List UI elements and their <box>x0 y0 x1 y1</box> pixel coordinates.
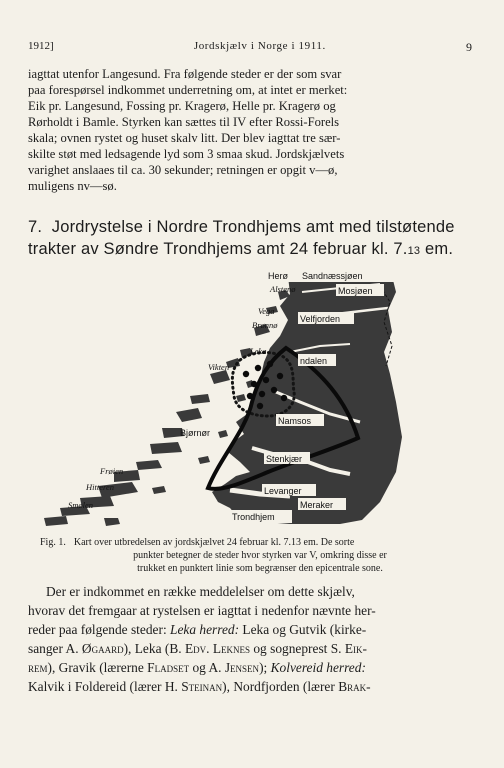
body-line <box>28 677 473 696</box>
body-text: og A. <box>189 660 225 675</box>
intro-line: skala; ovnen rystet og huset skalv litt. Der blev iagttat tre sær- <box>28 131 341 145</box>
body-paragraph <box>28 582 473 696</box>
body-text: Kolvereid herred: <box>270 660 366 675</box>
map-label: Frøien <box>100 466 124 476</box>
map-label: Alstenø <box>270 284 296 294</box>
map-label: Brønnø <box>252 320 278 330</box>
map-label: Smølen <box>68 500 94 510</box>
intro-line: Eik pr. Langesund, Fossing pr. Kragerø, Helle pr. Kragerø og <box>28 99 336 113</box>
body-text: ), Nordfjorden (lærer <box>222 679 339 694</box>
map-svg <box>40 262 450 532</box>
page-number: 9 <box>465 40 472 54</box>
body-text: Fladset <box>147 660 190 675</box>
map-label: Vega <box>258 306 275 316</box>
map-label: Levanger <box>264 486 302 496</box>
header-title: Jordskjælv i Norge i 1911. <box>193 40 326 52</box>
body-text: Leka herred: <box>170 622 240 637</box>
map-label: ndalen <box>300 356 328 366</box>
map-label: Namsos <box>278 416 312 426</box>
caption-line: trukket en punktert linie som begrænser den epicentrale sone. <box>137 563 383 574</box>
body-text: sanger A. <box>28 641 82 656</box>
map-label: Hitteren <box>86 482 115 492</box>
map-label: Trondhjem <box>232 512 275 522</box>
caption-text: Kart over utbredelsen av jordskjælvet 24 februar kl. 7.13 em. De sorte <box>73 537 355 548</box>
figure-caption <box>40 536 460 575</box>
body-text: og sogneprest S. <box>250 641 345 656</box>
body-text: Leka og Gutvik (kirke- <box>239 622 367 637</box>
body-text: reder paa følgende steder: <box>28 622 171 637</box>
body-text: Jensen <box>224 660 260 675</box>
body-text: Brak- <box>338 679 371 694</box>
section-heading-sub: 13 <box>407 245 421 257</box>
body-line <box>28 658 473 677</box>
caption-line: punkter betegner de steder hvor styrken var V, omkring disse er <box>133 550 387 561</box>
map-label: Meraker <box>300 500 334 510</box>
map-label: Sandnæssjøen <box>302 271 363 281</box>
section-heading-line <box>28 238 476 262</box>
body-text: rem <box>28 660 48 675</box>
body-line <box>28 639 473 658</box>
body-text: Kalvik i Foldereid (lærer H. <box>28 679 182 694</box>
intro-line: paa forespørsel indkommet underretning om, at intet er merket: <box>28 83 348 97</box>
body-text: Øgaard <box>81 641 124 656</box>
map-label: Leka <box>250 346 267 356</box>
intro-line: varighet anslaaes til ca. 30 sekunder; retningen er opgit v—ø, <box>28 163 338 177</box>
running-header <box>28 40 472 55</box>
intro-paragraph <box>28 66 473 194</box>
earthquake-map <box>40 262 450 532</box>
map-label: Vikten <box>208 362 230 372</box>
body-text: ); <box>259 660 271 675</box>
body-line <box>28 620 473 639</box>
map-label: Velfjorden <box>300 314 341 324</box>
body-text: Eik- <box>344 641 368 656</box>
section-number: 7. <box>28 218 43 236</box>
section-heading-text: em. <box>420 240 454 258</box>
body-text: Edv. Leknes <box>184 641 251 656</box>
body-line: hvorav det fremgaar at rystelsen er iagttat i nedenfor nævnte her- <box>28 603 376 618</box>
section-heading <box>28 216 476 262</box>
intro-line: skilte støt med ledsagende lyd som 3 smaa skud. Jordskjælvets <box>28 147 345 161</box>
header-year: 1912] <box>28 40 54 52</box>
body-text: ), Gravik (lærerne <box>47 660 148 675</box>
intro-line: muligens nv—sø. <box>28 179 117 193</box>
map-label: Bjørnør <box>180 428 210 438</box>
section-heading-line <box>28 216 476 238</box>
map-label: Mosjøen <box>338 286 373 296</box>
figure-number: Fig. 1. <box>40 537 66 548</box>
map-label: Stenkjær <box>266 454 303 464</box>
section-heading-text: Jordrystelse i Nordre Trondhjems amt med tilstøtende <box>51 218 455 236</box>
intro-line: Rørholdt i Bamle. Styrken kan sættes til IV efter Rossi-Forels <box>28 115 340 129</box>
intro-line: iagttat utenfor Langesund. Fra følgende steder er der som svar <box>28 67 342 81</box>
body-text: Steinan <box>181 679 223 694</box>
map-label: Herø <box>268 271 288 281</box>
caption-line <box>40 536 460 549</box>
body-text: ), Leka (B. <box>123 641 185 656</box>
body-line: Der er indkommet en række meddelelser om dette skjælv, <box>46 584 355 599</box>
section-heading-text: trakter av Søndre Trondhjems amt 24 februar kl. 7. <box>28 240 408 258</box>
